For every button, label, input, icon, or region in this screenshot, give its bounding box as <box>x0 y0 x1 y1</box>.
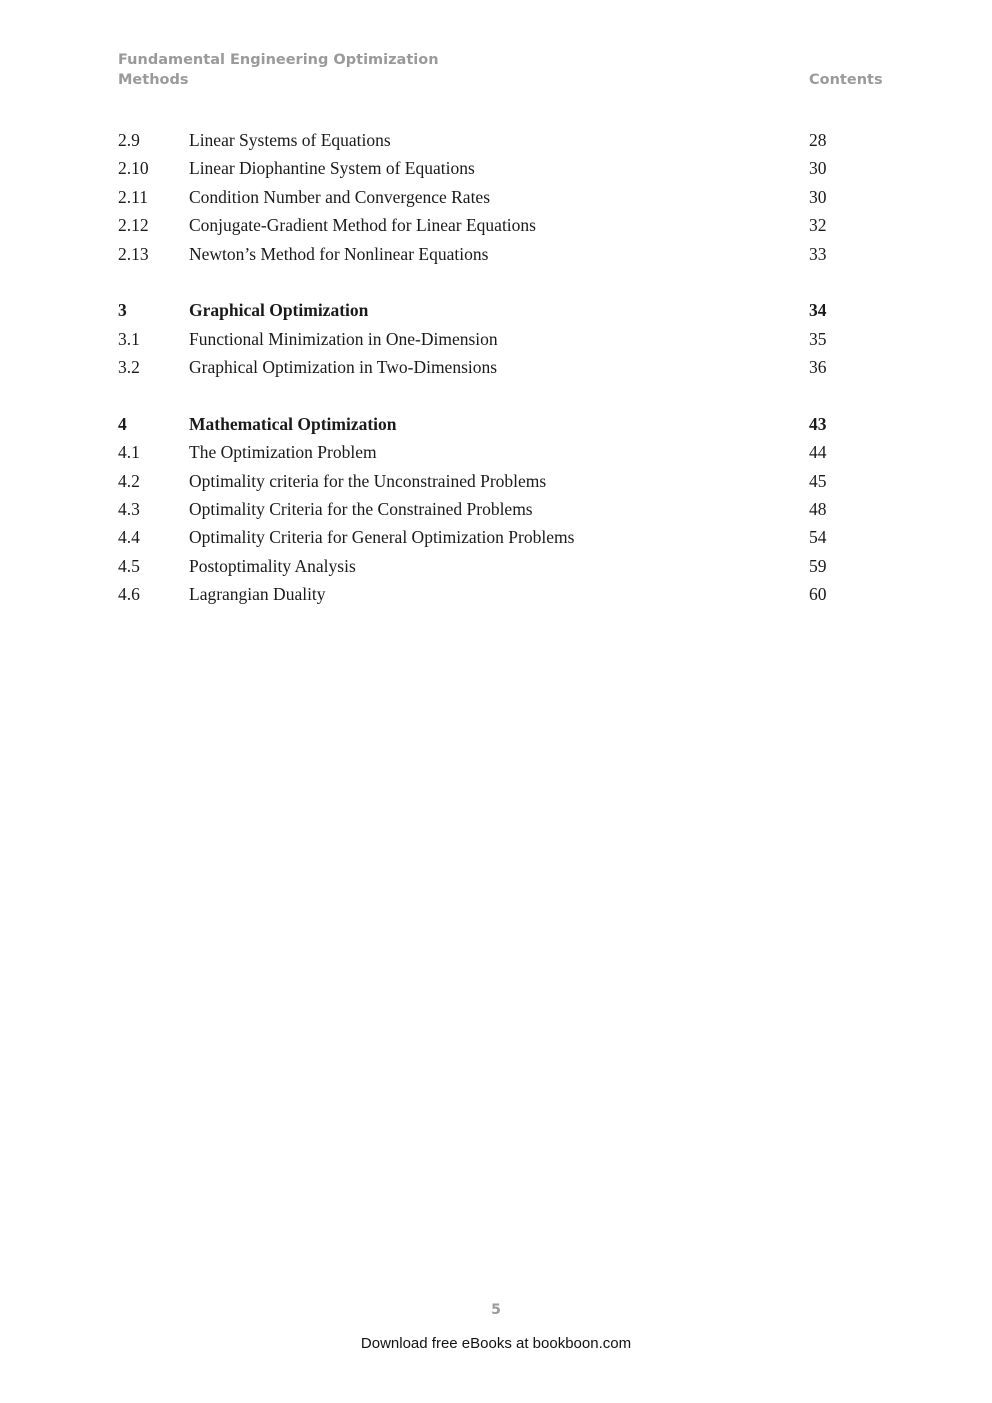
toc-entry-page: 60 <box>809 584 827 605</box>
toc-chapter-row[interactable] <box>118 410 830 438</box>
toc-row[interactable] <box>118 580 830 608</box>
toc-row[interactable] <box>118 154 830 182</box>
toc-entry-title: Linear Systems of Equations <box>189 130 391 150</box>
toc-row[interactable] <box>118 183 830 211</box>
toc-entry-page: 30 <box>809 158 827 179</box>
toc-entry-title: Optimality Criteria for the Constrained Problems <box>189 499 533 520</box>
toc-row[interactable] <box>118 467 830 495</box>
toc-entry-title: Conjugate-Gradient Method for Linear Equations <box>189 215 536 236</box>
toc-entry-number: 4 <box>118 413 127 434</box>
toc-entry-page: 59 <box>809 555 827 576</box>
toc-entry-number: 4.1 <box>118 442 140 463</box>
toc-entry-number: 4.6 <box>118 584 140 605</box>
toc-entry-number: 2.12 <box>118 215 149 236</box>
toc-entry-title: Functional Minimization in One-Dimension <box>189 328 498 349</box>
toc-row[interactable] <box>118 353 830 381</box>
toc-entry-title: Optimality criteria for the Unconstrained Problems <box>189 470 547 491</box>
toc-entry-page: 43 <box>809 413 827 434</box>
toc-entry-number: 2.11 <box>118 186 148 207</box>
toc-entry-page: 45 <box>809 470 827 491</box>
toc-entry-page: 35 <box>809 328 827 349</box>
section-label: Contents <box>809 72 883 88</box>
footer-download-link[interactable]: Download free eBooks at bookboon.com <box>360 1335 632 1352</box>
toc-entry-page: 54 <box>809 527 827 548</box>
toc-entry-title: Mathematical Optimization <box>189 413 397 434</box>
toc-entry-number: 2.9 <box>118 130 140 150</box>
toc-entry-title: The Optimization Problem <box>189 442 377 463</box>
toc-entry-page: 28 <box>809 130 827 150</box>
toc-row[interactable] <box>118 552 830 580</box>
toc-entry-title: Condition Number and Convergence Rates <box>189 186 491 207</box>
toc-entry-page: 48 <box>809 499 827 520</box>
toc-row[interactable] <box>118 240 830 268</box>
toc-row[interactable] <box>118 438 830 466</box>
toc-entry-page: 30 <box>809 186 827 207</box>
toc-row[interactable] <box>118 325 830 353</box>
toc-row[interactable] <box>118 495 830 523</box>
toc-entry-page: 34 <box>809 300 827 321</box>
toc-entry-number: 2.10 <box>118 158 149 179</box>
toc-entry-number: 3.1 <box>118 328 140 349</box>
toc-entry-title: Optimality Criteria for General Optimization Problems <box>189 527 575 548</box>
running-head <box>118 50 439 90</box>
toc-entry-number: 4.5 <box>118 555 140 576</box>
book-title-line-2: Methods <box>118 72 189 88</box>
table-of-contents <box>118 126 830 609</box>
toc-entry-title: Graphical Optimization <box>189 300 369 321</box>
toc-entry-page: 36 <box>809 357 827 378</box>
toc-entry-page: 32 <box>809 215 827 236</box>
toc-entry-number: 3 <box>118 300 127 321</box>
toc-entry-title: Linear Diophantine System of Equations <box>189 158 475 179</box>
toc-entry-title: Newton’s Method for Nonlinear Equations <box>189 243 489 264</box>
toc-row[interactable] <box>118 211 830 239</box>
toc-entry-title: Postoptimality Analysis <box>189 555 356 576</box>
page-number: 5 <box>491 1302 501 1318</box>
toc-entry-page: 33 <box>809 243 827 264</box>
toc-entry-number: 4.4 <box>118 527 140 548</box>
toc-entry-title: Graphical Optimization in Two-Dimensions <box>189 357 498 378</box>
toc-entry-number: 4.2 <box>118 470 140 491</box>
book-title-line-1: Fundamental Engineering Optimization <box>118 52 439 68</box>
toc-row[interactable] <box>118 126 830 154</box>
toc-row[interactable] <box>118 523 830 551</box>
toc-entry-number: 3.2 <box>118 357 140 378</box>
toc-entry-page: 44 <box>809 442 827 463</box>
toc-chapter-row[interactable] <box>118 296 830 324</box>
toc-entry-title: Lagrangian Duality <box>189 584 326 605</box>
toc-entry-number: 4.3 <box>118 499 140 520</box>
toc-entry-number: 2.13 <box>118 243 149 264</box>
